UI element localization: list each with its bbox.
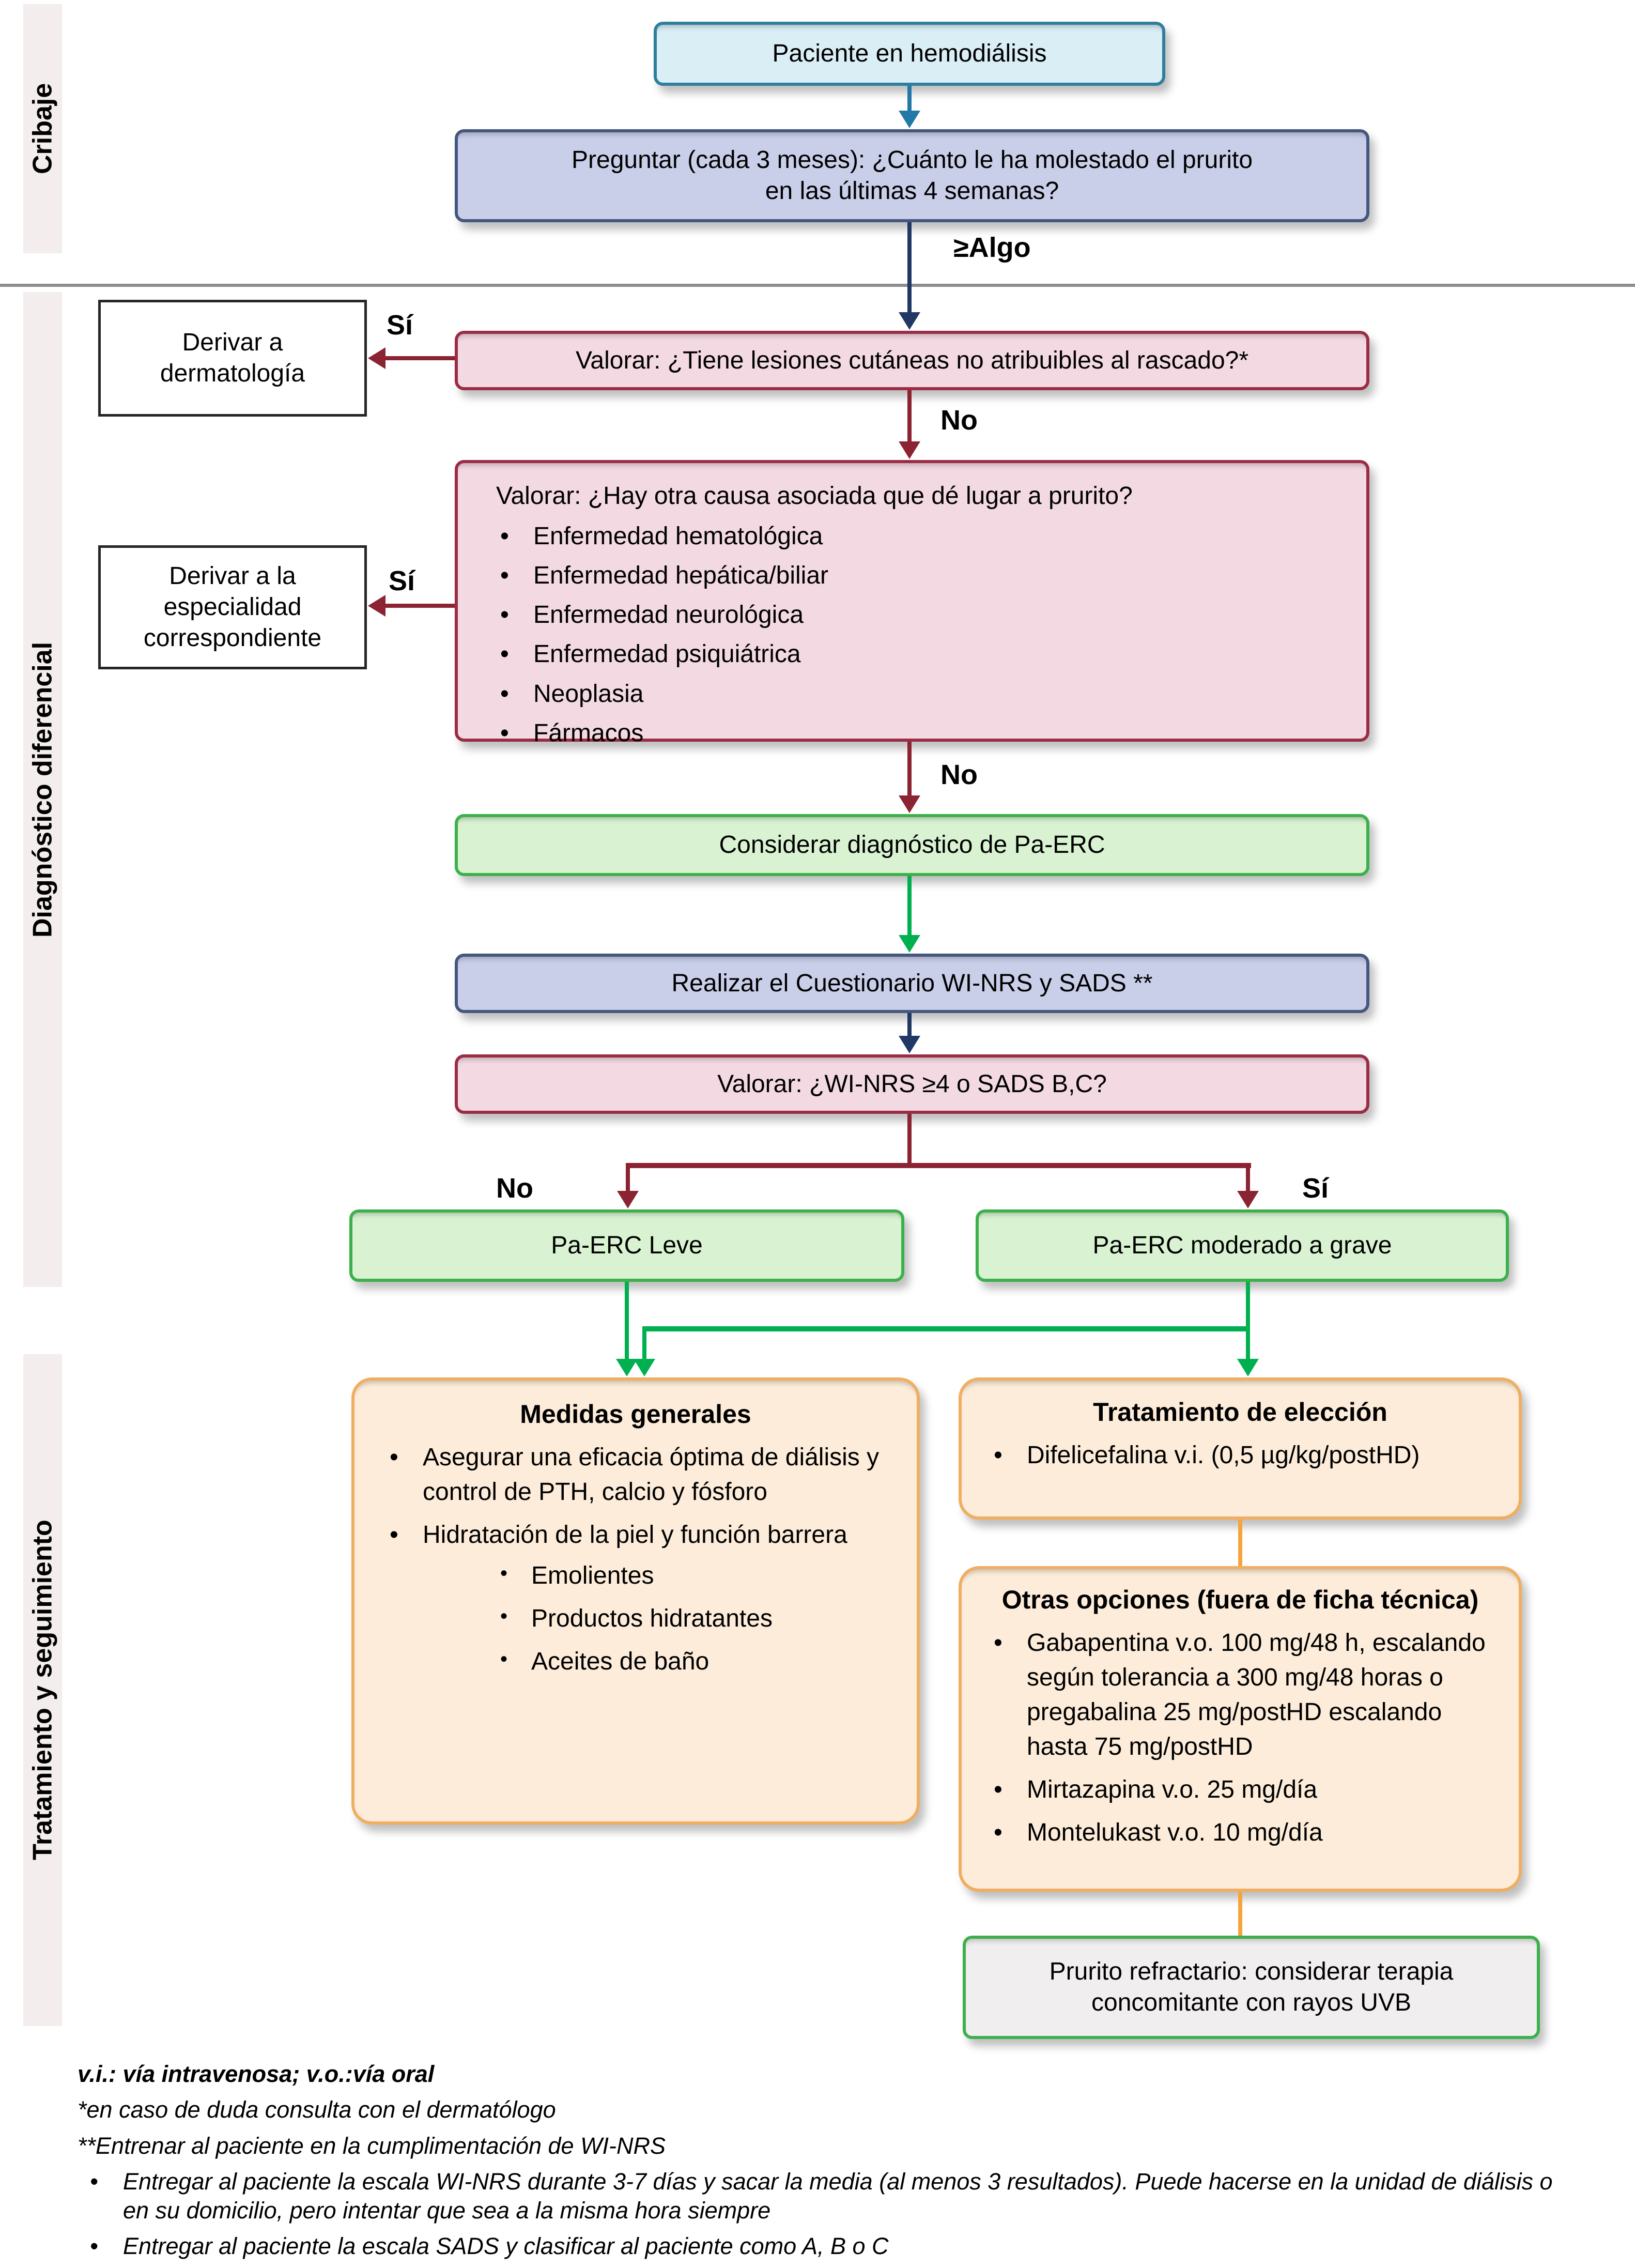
box-prurito-refractario	[963, 1936, 1540, 2039]
arrow-paciente-to-preguntar	[907, 86, 912, 112]
box-valorar-causa-title: Valorar: ¿Hay otra causa asociada que dé lugar a prurito?	[496, 482, 1133, 510]
list-item-text: Productos hidratantes	[531, 1604, 773, 1632]
arrow-moderado-to-medidas	[642, 1326, 646, 1360]
box-paerc-moderado	[976, 1209, 1509, 1282]
list-item	[982, 1815, 1498, 1850]
label-no-causa: No	[940, 759, 978, 790]
list-item	[485, 1645, 893, 1679]
arrow-cuestionario-to-valorar-winrs	[907, 1013, 912, 1037]
arrow-valorar-lesiones-to-dermatologia	[384, 356, 455, 360]
section-label-diagnostico: Diagnóstico diferencial	[27, 641, 58, 938]
box-derivar-dermatologia-text: Derivar a dermatología	[160, 329, 305, 387]
list-item-text: Neoplasia	[533, 680, 644, 708]
box-derivar-dermatologia	[98, 300, 367, 417]
box-preguntar-text: Preguntar (cada 3 meses): ¿Cuánto le ha molestado el prurito en las últimas 4 semanas?	[572, 146, 1253, 205]
box-paciente-text: Paciente en hemodiálisis	[772, 40, 1047, 67]
footnote-item-text: Entregar al paciente la escala WI-NRS durante 3-7 días y sacar la media (al menos 3 resultados). Puede hacerse en la unidad de diálisis o en su domicilio, pero intentar que sea a la misma hora siempre	[123, 2168, 1553, 2224]
eleccion-list	[982, 1438, 1498, 1473]
list-item-text: Hidratación de la piel y función barrera	[423, 1521, 847, 1549]
section-divider-line	[0, 284, 1635, 287]
list-item-text: Asegurar una eficacia óptima de diálisis y control de PTH, calcio y fósforo	[423, 1443, 880, 1506]
box-derivar-especialidad	[98, 545, 367, 669]
arrow-moderado-to-eleccion	[1246, 1282, 1250, 1360]
list-item-text: Difelicefalina v.i. (0,5 µg/kg/postHD)	[1027, 1441, 1420, 1469]
otras-list	[982, 1626, 1498, 1850]
box-eleccion-title: Tratamiento de elección	[1093, 1398, 1387, 1427]
arrow-valorar-lesiones-to-valorar-causa	[907, 390, 912, 442]
list-item-text: Fármacos	[533, 719, 644, 747]
footnotes	[78, 2060, 1571, 2268]
footnote-list	[78, 2167, 1571, 2261]
list-item	[489, 519, 1335, 554]
footnote-item	[78, 2167, 1571, 2226]
box-valorar-winrs-text: Valorar: ¿WI-NRS ≥4 o SADS B,C?	[717, 1070, 1107, 1098]
box-derivar-especialidad-text: Derivar a la especialidad correspondiente	[143, 562, 322, 652]
footnote-abbreviations: v.i.: vía intravenosa; v.o.:vía oral	[78, 2061, 435, 2087]
list-item	[982, 1772, 1498, 1807]
section-strip-diagnostico	[23, 292, 62, 1287]
list-item	[378, 1518, 893, 1679]
box-otras-title: Otras opciones (fuera de ficha técnica)	[1001, 1585, 1479, 1614]
list-item	[489, 677, 1335, 712]
footnote-double-asterisk: **Entrenar al paciente en la cumplimentación de WI-NRS	[78, 2132, 666, 2159]
box-valorar-lesiones	[455, 331, 1369, 390]
footnote-asterisk: *en caso de duda consulta con el dermatólogo	[78, 2096, 556, 2123]
list-item	[485, 1602, 893, 1636]
arrow-preguntar-to-valorar-lesiones	[907, 222, 912, 313]
box-tratamiento-eleccion	[959, 1377, 1522, 1520]
connector-eleccion-to-otras	[1238, 1520, 1242, 1566]
label-si-especialidad: Sí	[389, 565, 415, 596]
branch-horizontal-line	[627, 1163, 1251, 1168]
box-cuestionario-text: Realizar el Cuestionario WI-NRS y SADS **	[671, 969, 1153, 997]
medidas-list	[378, 1440, 893, 1679]
arrow-considerar-to-cuestionario	[907, 876, 912, 936]
valorar-causa-list	[489, 519, 1335, 751]
list-item	[489, 716, 1335, 751]
list-item-text: Gabapentina v.o. 100 mg/48 h, escalando según tolerancia a 300 mg/48 horas o pregabalina 25 mg/postHD escalando hasta 75 mg/postHD	[1027, 1629, 1486, 1761]
box-valorar-winrs	[455, 1054, 1369, 1114]
label-no-lesiones: No	[940, 405, 978, 436]
box-medidas-generales	[351, 1377, 920, 1825]
list-item-text: Enfermedad neurológica	[533, 601, 804, 629]
medidas-sublist	[423, 1559, 893, 1678]
box-valorar-lesiones-text: Valorar: ¿Tiene lesiones cutáneas no atribuibles al rascado?*	[575, 346, 1249, 374]
list-item	[982, 1438, 1498, 1473]
arrow-valorar-causa-to-especialidad	[384, 604, 455, 608]
arrow-branch-to-leve	[626, 1163, 630, 1192]
list-item-text: Enfermedad hepática/biliar	[533, 562, 829, 590]
section-label-tratamiento: Tratamiento y seguimiento	[27, 1520, 58, 1861]
list-item-text: Aceites de baño	[531, 1647, 709, 1675]
list-item	[489, 637, 1335, 672]
list-item-text: Mirtazapina v.o. 25 mg/día	[1027, 1776, 1318, 1804]
footnote-item	[78, 2232, 1571, 2261]
box-paerc-moderado-text: Pa-ERC moderado a grave	[1092, 1232, 1392, 1259]
box-paciente-hemodialisis	[654, 22, 1165, 86]
box-medidas-title: Medidas generales	[520, 1400, 751, 1429]
footnote-item-text: Entregar al paciente la escala SADS y clasificar al paciente como A, B o C	[123, 2233, 889, 2260]
section-strip-cribaje	[23, 4, 62, 253]
label-si-branch: Sí	[1302, 1173, 1329, 1204]
section-label-cribaje: Cribaje	[27, 83, 58, 175]
branch-stem-line	[907, 1114, 912, 1166]
list-item-text: Montelukast v.o. 10 mg/día	[1027, 1819, 1323, 1847]
box-valorar-causa	[455, 460, 1369, 747]
label-si-dermatologia: Sí	[387, 310, 413, 341]
arrow-branch-to-moderado	[1246, 1163, 1250, 1192]
arrow-valorar-causa-to-considerar	[907, 742, 912, 796]
list-item	[489, 597, 1335, 633]
list-item-text: Enfermedad hematológica	[533, 523, 823, 550]
list-item	[378, 1440, 893, 1509]
box-considerar-diagnostico-text: Considerar diagnóstico de Pa-ERC	[719, 831, 1105, 859]
green-horizontal-line	[642, 1326, 1250, 1331]
list-item	[489, 558, 1335, 593]
box-paerc-leve	[349, 1209, 904, 1282]
box-cuestionario-winrs-sads	[455, 954, 1369, 1013]
box-prurito-refractario-text: Prurito refractario: considerar terapia concomitante con rayos UVB	[1049, 1958, 1454, 2016]
section-strip-tratamiento	[23, 1354, 62, 2026]
list-item-text: Emolientes	[531, 1562, 654, 1590]
list-item-text: Enfermedad psiquiátrica	[533, 640, 801, 668]
box-otras-opciones	[959, 1566, 1522, 1892]
list-item	[982, 1626, 1498, 1765]
box-paerc-leve-text: Pa-ERC Leve	[551, 1232, 703, 1259]
box-preguntar-prurito	[455, 129, 1369, 222]
connector-otras-to-prurito	[1238, 1892, 1242, 1936]
list-item	[485, 1559, 893, 1593]
arrow-leve-to-medidas	[625, 1282, 629, 1360]
label-algo: ≥Algo	[953, 232, 1031, 263]
box-considerar-diagnostico	[455, 814, 1369, 876]
label-no-branch: No	[496, 1173, 533, 1204]
